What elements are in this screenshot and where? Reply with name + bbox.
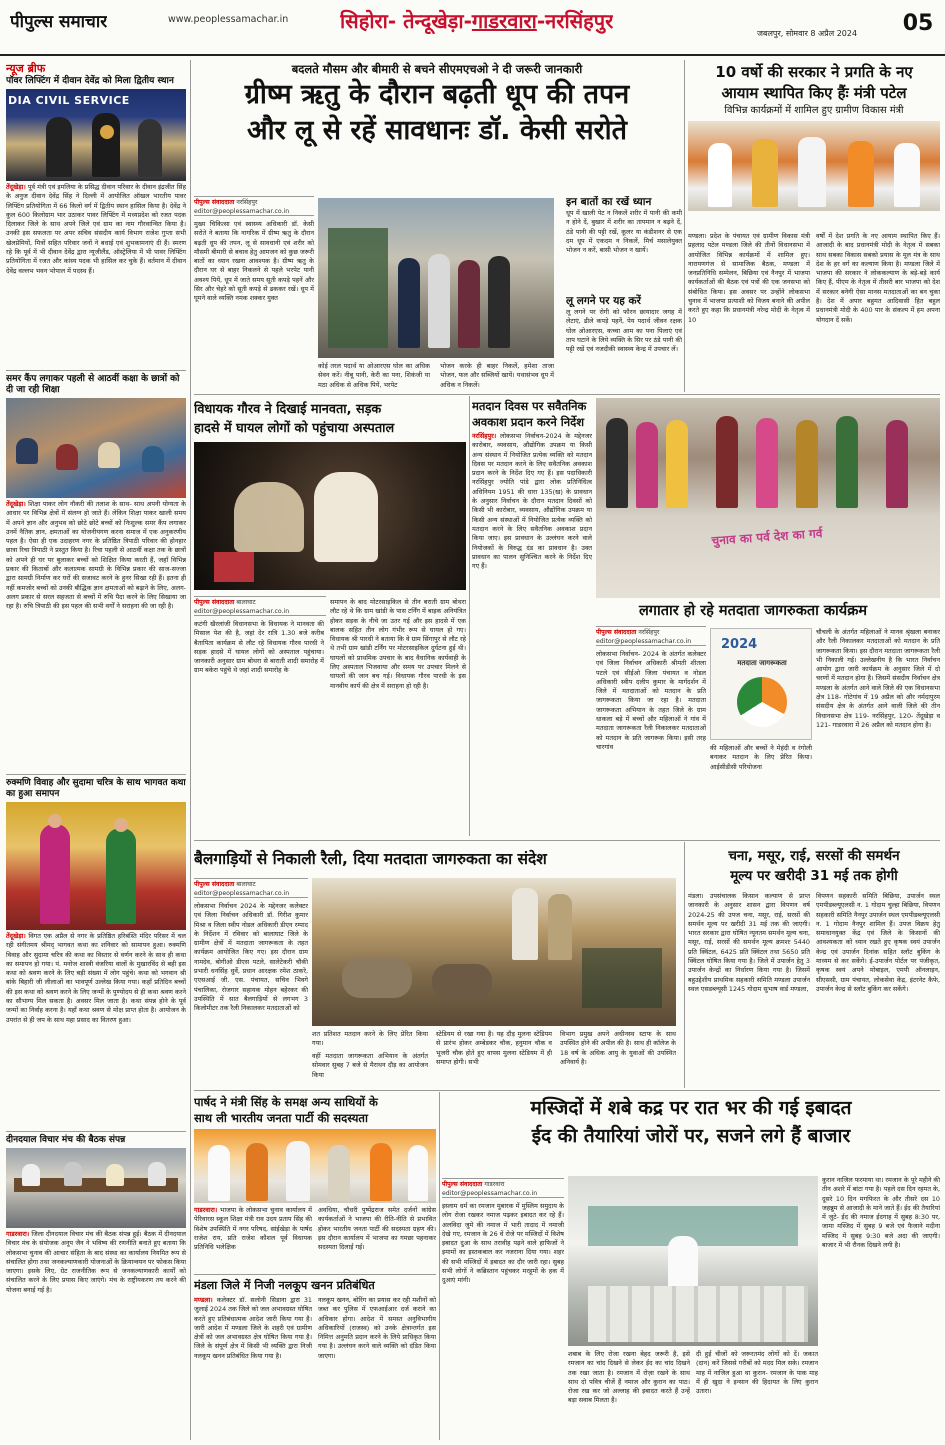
brief-4-dateline: गाडरवारा।	[6, 1230, 30, 1238]
bullock-byline-place: बालाघाट	[236, 881, 256, 888]
minister-col2: वर्षों में देश प्रगति के नए आयाम स्थापित किए हैं। आजादी के बाद प्रधानमंत्री मोदी के नेतृत्व में सबका साथ सबका विकास सबको प्रयास के मूल मंत्र के साथ देश के हर वर्ग का कल्याण किया है। मण्डला जिले में भाजपा की सरकार ने लोककल्याण के बड़े-बड़े कार्य किए हैं, पीएम के नेतृत्व में तीसरी बार भाजपा को देश में सरकार बनेगी ऐसा मानस मतदाताओं का बन चुका है। देश में अपार बहुमत आदिवासी हित बहुल प्रधानमंत्री मोदी के 400 पार के संकल्प में हम अपना योगदान दें सकें।	[816, 232, 940, 324]
heat-headline-1: ग्रीष्म ऋतु के दौरान बढ़ती धूप की तपन	[244, 79, 630, 110]
awareness-email: editor@peoplessamachar.co.in	[596, 638, 692, 645]
heat-photo-caption: कोई तरल पदार्थ या ओआरएस घोल का अधिक सेवन करें। नीबू पानी, केरी का पना, शिकंजी या मठा अधिक से अधिक पियें, भरपेट	[318, 362, 430, 389]
heat-sub-1: इन बातों का रखें ध्यान	[566, 196, 652, 208]
eid-email: editor@peoplessamachar.co.in	[442, 1190, 538, 1197]
minister-photo	[688, 121, 940, 211]
brief-3-text: विगत एक अप्रैल से नगर के प्रतिष्ठित हरिबंस्ति मंदिर परिसर में चल रही संगीतमय श्रीमद् भागवत कथा का शनिवार को सामापन हुआ। रुक्मणि विवाह और सुदामा चरित्र की कथा का विस्तार से वर्णन करने के साथ ही कथा का समापन हो गया। पं. मनोज शास्त्री वंजरिया वालों के मुखारविंद से बही इस कथा को श्रवण करने के लिए बड़ी संख्या में लोग पहुंचे। कथा को भगवान श्री बांके बिहारी जी लीलाओं का भावपूर्ण उल्लेख किया गया। कहाँ प्रतिदिन बच्चों की इस कथा को श्रवण करने के लिए जन्मों के पुण्योदय से ही कथा श्रवण करने का सौभाग्य मिल सकता है। अवसर मिल जाता है। कथा संपन्न होने के पूर्व जन्मों का निर्वाह करना है। यहाँ कथा श्रवण से मोक्ष प्राप्त होता है। आयोजन के उपरांत से ही जप के साथ महा प्रसाद का वितरण हुआ।	[6, 932, 186, 1024]
eid-col2: शबाब के लिए रोजा रखना बेहद जरूरी है, इसे रमजान का चांद दिखने से लेकर ईद का चांद दिखने तक रखा जाता है। रमजान में रोज़ा रखने के साथ साथ दो पवित्र चीजें हैं नमाज और कुरान का पाठ। रोजा रख कर जो अल्लाह की इबादत करते हैं उन्हें बड़ा सवाब मिलता है।	[568, 1350, 690, 1405]
bullock-body: लोकसभा निर्वाचन 2024 के मद्देनजर कलेक्टर एवं जिला निर्वाचन अधिकारी डॉ. गिरीश कुमार मिश्रा व जिला स्वीप नोडल अधिकारी डीएन रम्पाद के निर्देशन में रविवार को बालाघाट जिले के ग्रामीण क्षेत्रों में मतदाता जागरूकता के तहत कार्यक्रम आयोजित किए गए। इस दौरान ग्राम नामदेव, बोगीओ डीएस पटले, सालेटेकरी चौकी प्रभारी धनसिंह धुर्वे, प्रधान आरक्षक रमेश ठाकरे, एएसआई जी. एस. पंचायत, सचिव भिवगे पंचालिका, रोजगार सहायक मोहन बहेरकर की उपस्थिति में सात बैलगाड़ियों से लगभग 3 किलोमीटर तक रैली निकालकर मतदाताओं को	[194, 902, 308, 1013]
brief-2-body	[6, 500, 186, 771]
eid-photo	[568, 1176, 818, 1346]
poster-photo	[710, 628, 812, 740]
bjp-photo	[194, 1129, 436, 1203]
voting-dateline: नरसिंहपुर।	[472, 432, 497, 440]
bullock-photo-caption: शत प्रतिशत मतदान करने के लिए प्रेरित किया गया।	[312, 1030, 428, 1048]
mining-dateline: मण्डला।	[194, 1296, 213, 1304]
region-c: -नरसिंहपुर	[536, 9, 614, 33]
heat-byline-name: पीपुल्स संवाददाता	[194, 199, 235, 206]
heat-body: मुख्य चिकित्सा एवं स्वास्थ्य अधिकारी डॉ. केसी सरोते ने बताया कि नागरिक में ग्रीष्म ऋतु के दौरान बढ़ती धूप की तपन, लू से सावधानी एवं शरीर को मौसमी बीमारी से बचाव हेतु आमजन को कुछ जरूरी बातों का ध्यान रखना आवश्यक है। ग्रीष्म ऋतु के दौरान घर से बाहर निकलने से पहले भरपेट पानी अवश्य पियें, धूप में जाते समय सूती कपड़े पहनें और सिर और चेहरे को सूती कपड़े से ढककर रखें। धूप में घूमने वाले व्यक्ति नमक शक्कर युक्त	[194, 220, 314, 303]
page-number: 05	[902, 11, 934, 36]
minister-subhead: विभिन्न कार्यक्रमों में शामिल हुए ग्रामीण विकास मंत्री	[724, 105, 904, 116]
heat-byline	[194, 196, 314, 216]
mining-text: कलेक्टर डॉ. सलोनी सिडाना द्वारा 31 जुलाई 2024 तक जिले को जल अभावग्रस्त घोषित करते हुए प्रतिबंधात्मक आदेश जारी किया गया है। जारी आदेश में मण्डला जिले के शहरी एवं ग्रामीण क्षेत्रों को जल अभावग्रस्त क्षेत्र घोषित किया गया है। जिले के संपूर्ण क्षेत्र में किसी भी व्यक्ति द्वारा निजी नलकूप खनन प्रतिबंधित किया गया है।	[194, 1296, 312, 1360]
minister-headline-2: आयाम स्थापित किए हैंः मंत्री पटेल	[721, 84, 907, 102]
bjp-dateline: गाडरवारा।	[194, 1206, 218, 1214]
meeting-photo	[6, 1148, 186, 1228]
brief-4-body	[6, 1230, 186, 1402]
powerlifting-photo	[6, 89, 186, 181]
bhagwat-katha-photo	[6, 802, 186, 930]
photo-banner-text: DIA CIVIL SERVICE	[8, 94, 130, 107]
region-a: सिहोरा- तेन्दूखेड़ा-	[340, 9, 472, 33]
mining-headline: मंडला जिले में निजी नलकूप खनन प्रतिबंधित	[194, 1279, 375, 1292]
poster-label: मतदाता जागरूकता	[737, 659, 787, 667]
bullock-byline-name: पीपुल्स संवाददाता	[194, 881, 235, 888]
mla-byline-name: पीपुल्स संवाददाता	[194, 599, 235, 606]
heat-email: editor@peoplessamachar.co.in	[194, 208, 290, 215]
bullock-headline: बैलगाड़ियों से निकाली रैली, दिया मतदाता जागरुकता का संदेश	[194, 850, 547, 868]
eid-byline	[442, 1178, 564, 1198]
minister-story	[688, 62, 940, 392]
bjp-text: भाजपा के लोकसभा चुनाव कार्यालय में पेरिवारस स्कूल शिक्षा मंत्री राव उदय प्रताप सिंह की विशेष उपस्थिति में नगर परिषद, सांईखेड़ा के पार्षद राजेश राय, प्रति राजेश कौशल पूर्व विधायक प्रतिनिधि भलेक्षिक	[194, 1206, 312, 1252]
voting-text: लोकसभा निर्वाचन-2024 के मद्देनजर कारोबार, व्यवसाय, औद्योगिक उपक्रम या किसी अन्य संस्थान में नियोजित प्रत्येक व्यक्ति को मतदान दिवस पर मतदान करने के लिए सवैतनिक अवकाश प्रदान करने के निर्देश दिए गए हैं। इस पदाधिकारी नरसिंहपुर ज्योति पांडे द्वारा लोक प्रतिनिधित्व अधिनियम 1951 की धारा 135(ख) के प्रावधान के अनुसार निर्वाचन के दौरान मतदान दिवसों को किसी भी कारोबार, व्यवसाय, औद्योगिक उपक्रम या किसी अन्य संस्थाओं में नियोजित प्रत्येक व्यक्ति को मतदान करने के लिए सवैतनिक अवकाश प्रदान किया जाए। इस प्रावधान के उल्लंघन करने वाले नियोजकों के विरुद्ध दंड का प्रावधान है। उक्त प्रावधान का पालन सुनिश्चित करने के निर्देश दिए गए हैं।	[472, 432, 592, 571]
heat-photo	[318, 198, 554, 358]
region-title	[340, 7, 613, 34]
eid-story	[442, 1094, 940, 1170]
bullock-col3: स्टेडियम से रखा गया है। यह दौड़ मुलना स्टेडियम से प्रारंभ होकर अम्बेडकर चौक, हनुमान चौक व भूजरी चौक होते हुए वापस मुलना स्टेडियम में ही समाप्त होगी। सभी	[436, 1030, 552, 1066]
voting-body	[472, 432, 592, 832]
heat-byline-place: नरसिंहपुर	[236, 199, 258, 206]
bjp-body	[194, 1206, 312, 1272]
mla-col2: समापन के बाद मोटरसाइकिल से तीन बराती ग्राम बोथरा लौट रहे थे कि ग्राम खांडी के पास टर्निंग में बाइक अनियंत्रित होकर सड़क के नीचे जा उतर गई और इस हादसे में एक बालक सहित तीन लोग गंभीर रूप से घायल हो गए। विधायक श्री पारधी ने बताया कि वे ग्राम सिंगापुर से लौट रहे थे तभी ग्राम खांडी टर्निंग पर मोटरसाइकिल दुर्घटना हुई थी। घायलों को प्राथमिक उपचार के बाद वैधानिक कार्यवाही के लिए अस्पताल भिजवाया और समय पर उपचार मिलने से घायलों की जान बच गई। विधायक गौरव पारधी के इस मानवीय कार्य की क्षेत्र में सराहना हो रही है।	[330, 598, 466, 690]
brand-logo[interactable]: पीपुल्स समाचार	[10, 12, 108, 32]
eid-byline-place: गाडरवारा	[484, 1181, 505, 1188]
brief-2-text: शिक्षा पाकर लोग नौकरी की तलाश के साथ- साथ अपनी योग्यता के आधार पर विभिन्न क्षेत्रों में संलग्न हो जाते हैं। लेकिन शिक्षा पाकर खाली समय में अपने ज्ञान और अनुभव को छोटे छोटे बच्चों को निःशुल्क समर कैंप लगाकर उनमें नैतिक ज्ञान, क्षमताओं का योजनीयगण करना समाज में एक अनुकरणीय पहल है। ऐसा ही एक उदाहरण नगर के प्रतिष्ठित त्रिपाठी परिवार की होनहार छात्रा रिचा त्रिपाठी ने प्रस्तुत किया है। रिचा पहली से आठवीं कक्षा तक के छात्रों को अपने ही घर पर बुलाकर बच्चों को शिक्षित किया करती हैं, जहाँ विभिन्न प्रकार की किताबों और कलात्मक सामग्री के विभिन्न प्रकार की साज-सज्जा द्वारा सामग्री निर्माण कर घरों की सजावट करने के हुनर सिखा रही हैं। इतना ही नहीं कमजोर बच्चों को उनकी बौद्धिक ज्ञान क्षमताओं को बढ़ाने के लिए, अलग-अलग प्रकार से सरल सहजता से बच्चों में रुचि पैदा करने के लिए सिखाया जा रहा है। रुचि त्रिपाठी की इस पहल की सभी वर्गों ने सराहना की जा रही है।	[6, 500, 186, 611]
mla-photo	[194, 442, 466, 590]
rangoli-photo	[596, 398, 940, 598]
issue-date: जबलपुर, सोमवार 8 अप्रैल 2024	[757, 29, 858, 38]
eid-headline-2: ईद की तैयारियां जोरों पर, सजने लगे हैं बाजार	[531, 1125, 851, 1147]
awareness-byline-place: नरसिंहपुर	[638, 629, 660, 636]
news-brief-label: न्यूज ब्रीफ	[6, 62, 46, 75]
crops-story	[688, 846, 940, 1088]
awareness-byline-name: पीपुल्स संवाददाता	[596, 629, 637, 636]
awareness-headline: लगातार हो रहे मतदाता जागरुकता कार्यक्रम	[638, 603, 868, 619]
summer-camp-photo	[6, 398, 186, 498]
mla-headline-1: विधायक गौरव ने दिखाई मानवता, सड़क	[194, 402, 382, 417]
mla-body: कटंगी खैरलांजी विधानसभा के विधायक ने मानवता की मिसाल पेश की है, जहां देर रात्रि 1.30 बजे करीब बैतापिता कार्यक्रम से लौट रहे विधायक गौरव पारधी ने सड़क हादसे में घायल लोगों को अस्पताल पहुंचाया। जानकारी अनुसार ग्राम बोथरा से बाराती शादी समारोह में ग्राम बकेरा पहुंचे थे जहां शादी समारोह के	[194, 620, 324, 675]
bjp-col2: अवधिया, चौधरी पुष्पेंद्रराज समेत दर्जनों कांग्रेस कार्यकर्ताओं ने भाजपा की रीति-नीति से प्रभावित होकर भारतीय जनता पार्टी की सदस्यता ग्रहण की। इस दौरान कार्यालय में भाजपा का गमछा पहनाकर सदस्यता दिलाई गई।	[318, 1206, 436, 1252]
crops-body: मंडला। उपसंचालक किसान कल्याण से प्राप्त जानकारी के अनुसार शासन द्वारा विपणन वर्ष 2024-25 की उपज चना, मसूर, राई, सरसों की समर्थन मूल्य पर खरीदी 31 मई तक की जाएगी। भारत सरकार द्वारा घोषित न्यूनतम समर्थन मूल्य चना, मसूर, राई, सरसों की समर्थन मूल्य क्रमशः 5440 प्रति क्विंटल, 6425 प्रति क्विंटल तथा 5650 प्रति क्विंटल घोषित किया गया है। जिले में उपार्जन हेतु 3 उपार्जन केन्द्रों का निर्धारण किया गया है। जिसमें बहुउद्देशीय प्राथमिक सहकारी समिति मण्डला उपार्जन स्थल एसडब्ल्यूसी 1245 गोदाम सुभाष वार्ड मण्डला,	[688, 892, 810, 993]
heat-sub-2: लू लगने पर यह करें	[566, 295, 641, 307]
heat-col3: भोजन करके ही बाहर निकलें, हमेशा ताजा भोजन, फल और सब्जियों खायें। यथासंभव धूप में अधिक न निकलें।	[440, 362, 554, 389]
bullock-email: editor@peoplessamachar.co.in	[194, 890, 290, 897]
brief-4-headline: दीनदयाल विचार मंच की बैठक संपन्न	[6, 1135, 126, 1145]
brief-2-dateline: तेंदूखेड़ा।	[6, 500, 26, 508]
bullock-col4: विभाग प्रमुख अपने अधीनस्थ स्टाफ के साथ उपस्थित होने की अपील की है। साथ ही कॉलेज के 18 वर्ष के अधिक आयु के युवाओं की उपस्थित अनिवार्य है।	[560, 1030, 676, 1066]
mla-byline	[194, 596, 326, 616]
crops-col2: विपणन सहकारी समिति बिछिया, उपार्जन स्थल एमपीडब्ल्यूएलसी न. 1 गोदाम चुल्हा बिछिया, विपणन सहकारी समिति नैनपुर उपार्जन स्थल एमपीडब्ल्यूएलसी न. 1 गोदाम नैनपुर शामिल हैं। उपज विक्रय हेतु समाधानयुक्त केंद्र एवं जिले के किसानों की आवश्यकता को ध्यान रखते हुए कृषक स्वयं उपार्जन केन्द्र एवं उपार्जन दिनांक सहित स्लॉट बुकिंग के माध्यम से कर सकेंगे। ई-उपार्जन पोर्टल पर पंजीकृत, कृषक स्वयं अपने मोबाइल, एमपी ऑनलाइन, सीएससी, ग्राम पंचायत, लोकसेवा केंद्र, इंटरनेट कैफे, उपार्जन केन्द्र से स्लॉट बुकिंग कर सकेंगे।	[816, 892, 940, 993]
mining-body	[194, 1296, 312, 1440]
eid-col4: कुरान नाजिल फरमाया था। रमजान के पूरे महीने की तीन अशरे में बांटा गया है। पहले दस दिन रहमत के, दूसरे 10 दिन मगफिरत के और तीसरे दस 10 जहन्नुम से आजादी के माने जाते हैं। ईद की तैयारियां में जुटे- ईद की नमाज ईदगाह में सुबह 8:30 पर, जामा मस्जिद में सुबह 9 बजे एवं फैजाने मदीना मस्जिद में सुबह 9:30 बजे अदा की जाएगी। बाजार में भी रौनक दिखने लगी है।	[822, 1176, 940, 1250]
crops-headline-1: चना, मसूर, राई, सरसों की समर्थन	[728, 848, 900, 864]
awareness-byline	[596, 626, 706, 646]
brief-3-headline: रुक्मणि विवाह और सुदामा चरित्र के साथ भागवत कथा का हुआ समापन	[6, 778, 186, 799]
eid-body: इस्लाम धर्म का रमजान मुबारक में मुस्लिम समुदाय के लोग रोजा रखकर नमाज पढ़कर इबादत कर रहे हैं। अलविदा जुमे की नमाज में भारी तादाद में नमाजी देखे गए, रमजान के 26 वें रोजे पर मस्जिदों में विशेष इबादत दुआ के साथ तरावीह पढ़ने वाले हाफिजों ने इमामों का इस्तकबाल कर नजराना दिया गया। शहर की सभी मस्जिदों में इबादत का दौर जारी रहा। सुबह सभी लोगों ने कब्रिस्तान पहुंचकर मरहूमों के हक में दुआएं मांगी।	[442, 1202, 564, 1285]
minister-body: मण्डला। प्रदेश के पंचायत एवं ग्रामीण विकास मंत्री प्रहलाद पटेल मण्डला जिले की तीनों विधानसभा में आयोजित विभिन्न कार्यक्रमों में शामिल हुए। नारायणगंज से सामाजिक बैठक, मण्डला में जनप्रतिनिधि सम्मेलन, बिछिया एवं नैनपुर में भाजपा कार्यकर्ताओं की बैठक एवं पत्रों की एक जनसभा को संबोधित किया। इस अवसर पर उन्होंने लोकसभा चुनाव में भाजपा प्रत्याशी को विजय बनाने की अपील करते हुए कहा कि प्रधानमंत्री नरेन्द्र मोदी के नेतृत्व में 10	[688, 232, 810, 324]
website-link[interactable]: www.peoplessamachar.in	[168, 14, 289, 25]
brief-1-dateline: तेंदूखेड़ा।	[6, 183, 26, 191]
awareness-body: लोकसभा निर्वाचन- 2024 के अंतर्गत कलेक्टर एवं जिला निर्वाचन अधिकारी श्रीमती शीतला पटले एवं सीईओ जिला पंचायत व नोडल अधिकारी स्वीप दलीप कुमार के मार्गदर्शन में जिले में मतदाताओं को मतदान के प्रति जागरूकता किया जा रहा है। मतदाता जागरूकता अभियान के तहत जिले के ग्राम धाकला बड़े में बच्चों और महिलाओं ने गांव में मतदाता जागरूकता रैली निकालकर मतदाताओं को मतदान के प्रति जागरूक किया। इसी तरह चारगांव	[596, 650, 706, 751]
heat-kicker: बदलते मौसम और बीमारी से बचने सीएमएचओ ने दी जरूरी जानकारी	[291, 62, 583, 76]
brief-1-headline: पॉवर लिफ्टिंग में दीवान देवेंद्र को मिला द्वितीय स्थान	[6, 76, 174, 86]
brief-3-body	[6, 932, 186, 1128]
eid-byline-name: पीपुल्स संवाददाता	[442, 1181, 483, 1188]
brief-4-text: जिला दीनदयाल विचार मंच की बैठक संपन्न हुई। बैठक में दीनदयाल विचार मंच के संयोजक अनूप जैन ने भविष्य की रणनीति बनाते हुए बताया कि लोकसभा चुनाव की आचार संहिता के बाद संस्था का कार्यालय नियमित रूप से संचालित होगा तथा जनकल्याणकारी योजनाओं के क्रियान्वयन पर फोकस किया जाएगा। इसके लिए, ग्रेट राजनीतिक रूप से जनकल्याणकारी कार्यों को संचालित करने के लिए प्रयास किए जाएंगे। मंच के राष्ट्रीयकरण तय करने की योजना बनाई गई है।	[6, 1230, 186, 1294]
bullock-col2: वहीं मतदाता जागरूकता अभियान के अंतर्गत सोमवार सुबह 7 बजे से मैराथन दौड़ का आयोजन किया	[312, 1052, 428, 1079]
bjp-headline-1: पार्षद ने मंत्री सिंह के समक्ष अन्य साथियों के	[194, 1095, 378, 1109]
voting-headline-1: मतदान दिवस पर सवैतनिक	[472, 399, 587, 413]
awareness-col2: की महिलाओं और बच्चों ने मेहंदी व रंगोली बनाकर मतदान के लिए प्रेरित किया। आईसीडीसी परियोजना	[710, 744, 812, 771]
awareness-col3: चौचली के अंतर्गत महिलाओं ने मानव श्रृंखला बनाकर और रैली निकालकर मतदाताओं को मतदान के प्रति जागरूकता किया। इस दौरान मतदाता जागरूकता रैली भी निकाली गई। उल्लेखनीय है कि भारत निर्वाचन आयोग द्वारा जारी कार्यक्रम के अनुसार जिले में दो चरणों में मतदान होगा है। जिसमें संसदीय निर्वाचन क्षेत्र मण्डला के अंतर्गत आने वाले जिले की एक विधानसभा क्षेत्र 118- गोटेगांव में 19 अप्रैल को और नर्मदापुरम संसदीय क्षेत्र के अंतर्गत आने वाली जिले की तीन विधानसभा क्षेत्र 119- नरसिंहपुर, 120- तेंदूखेड़ा व 121- गाडरवारा में 26 अप्रैल को मतदान होगा है।	[816, 628, 940, 729]
brief-1-body	[6, 183, 186, 367]
news-brief-column	[6, 62, 186, 1440]
mla-email: editor@peoplessamachar.co.in	[194, 608, 290, 615]
eid-headline-1: मस्जिदों में शबे कद्र पर रात भर की गई इबादत	[530, 1097, 852, 1119]
brief-2-headline: समर कैंप लगाकर पहली से आठवीं कक्षा के छात्रों को दी जा रही शिक्षा	[6, 374, 180, 395]
mla-byline-place: बालाघाट	[236, 599, 256, 606]
region-b: गाडरवारा	[471, 9, 537, 33]
eid-col3: दी हुई चीजों को जरूरतमंद लोगों को दें। जकात (दान) करें जिससे गरीबों को मदद मिल सके। रमजान माह में नाजिल हुआ था कुरान- रमजान के पाक माह में ही खुदा ने इन्सान की हिदायत के लिए कुरान उतारा।	[696, 1350, 818, 1396]
poster-year: 2024	[721, 637, 758, 652]
crops-headline-2: मूल्य पर खरीदी 31 मई तक होगी	[730, 868, 898, 884]
heat-sidebar	[566, 196, 682, 390]
minister-headline-1: 10 वर्षो की सरकार ने प्रगति के नए	[715, 63, 913, 81]
heat-body-3: लू लगने पर रोगी को फौरन छायादार जगह में लेटाएं, ढीले कपड़े पहनें, पेय पदार्थ जीवन रक्षक घोल ओआरएस, कच्चा आम का पना पिलाएं एवं ताप घटाने के लिये व्यक्ति के सिर पर ठंडे पानी की पट्टी रखें एवं नजदीकी स्वास्थ्य केन्द्र में उपचार लें।	[566, 308, 682, 354]
brief-3-dateline: तेंदूखेड़ा।	[6, 932, 26, 940]
mining-col2: नलकूप खनन, बोरिंग का प्रयास कर रही मशीनों को जब्त कर पुलिस में एफआईआर दर्ज कराने का अधिकार होगा। आदेश में समस्त अनुविभागीय अधिकारियों (राजस्व) को उनके क्षेत्रान्तर्गत इस निमित्त अनुमति प्रदान करने के लिये प्राधिकृत किया गया है। उल्लंघन करने वाले व्यक्ति को दंडित किया जाएगा।	[318, 1296, 436, 1360]
masthead	[0, 0, 945, 56]
rangoli-text: चुनाव का पर्व देश का गर्व	[711, 526, 823, 548]
heat-headline-2: और लू से रहें सावधानः डॉ. केसी सरोते	[246, 115, 628, 146]
bullock-photo	[312, 878, 676, 1026]
bullock-byline	[194, 878, 308, 898]
brief-1-text: पूर्व मंत्री एवं इमलिया के प्रसिद्ध दीवान परिवार के दीवान इंद्रजीत सिंह के अनुज दीवान देवेंद्र सिंह ने दिल्ली में आयोजित ऑखल भारतीय पावर लिफ्टिंग प्रतियोगिता में 66 किलो वर्ग में द्वितीय स्थान हासिल किया है। देवेंद्र ने कुल 600 किलोग्राम भार उठाकर पावर लिफ्टिंग में मध्यप्रदेश को रजत पदक दिलाकर जिले के साथ अपने जिले एवं ग्राम का नाम गौरवान्वित किया है। उनकी इस सफलता पर अपर सचिव संसदीय कार्य विभाग राजेश गुप्ता सभी खेलप्रेमियों, मित्रों सहित परिवार जनों ने बधाई एवं शुभकामनाएं दी हैं। स्मरण रहे कि पूर्व में भी दीवान देवेंद्र द्वारा न्यूजीलैंड, ऑस्ट्रेलिया में भी पावर लिफ्टिंग प्रतियोगिता में रजत और कांस्य पदक भी हासिल कर चुके हैं। वर्तमान में दीवान देवेंद्र वल्लभ भवन भोपाल में पदस्थ हैं।	[6, 183, 186, 275]
bjp-headline-2: साथ ली भारतीय जनता पार्टी की सदस्यता	[194, 1111, 368, 1125]
mla-headline-2: हादसे में घायल लोगों को पहुंचाया अस्पताल	[194, 421, 395, 436]
heat-body-2: धूप में खाली पेट न निकलें शरीर में पानी की कमी न होने दें, बुखार में शरीर का तापमान न बढ़ने दें, ठंडे पानी की पट्टी रखें, कूलर या कंडीशनर से एक दम धूप में एकदम न निकलें, मिर्च मसालेयुक्त भोजन न करें, बासी भोजन न खायें।	[566, 209, 682, 255]
voting-headline-2: अवकाश प्रदान करने निर्देश	[472, 415, 585, 429]
